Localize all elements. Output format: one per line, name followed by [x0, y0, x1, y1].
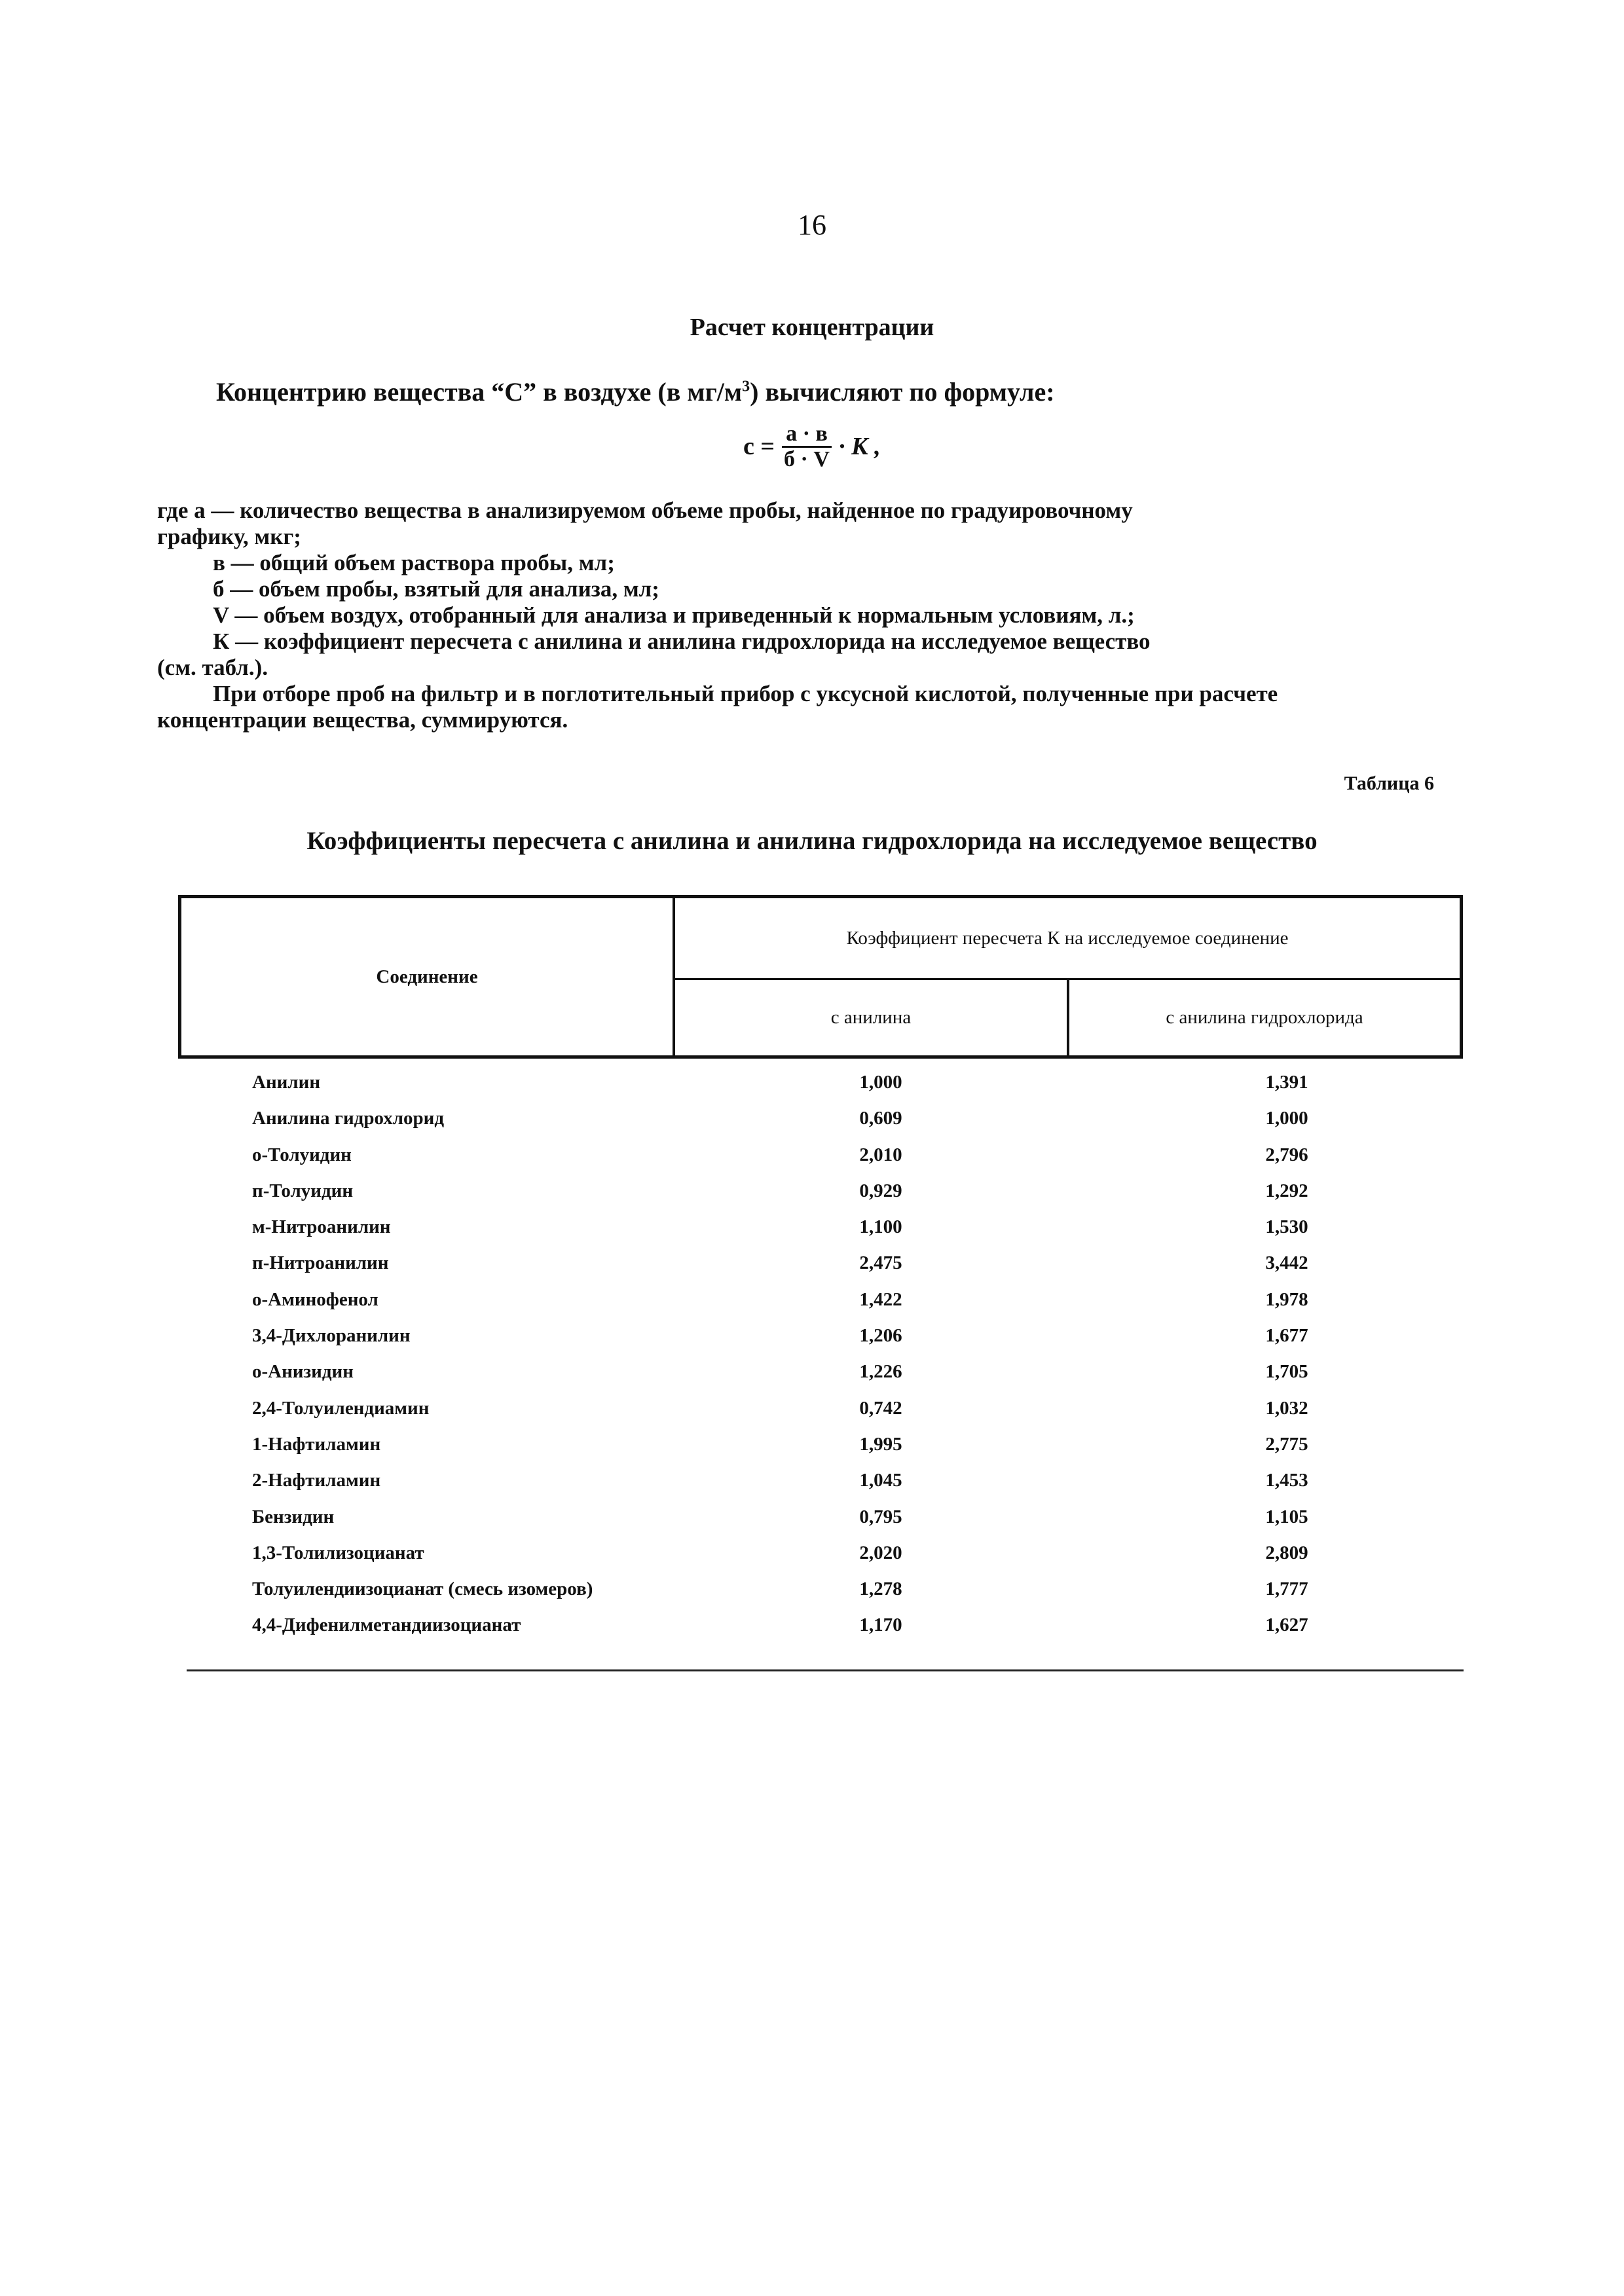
header-from-aniline-hcl: с анилина гидрохлорида: [1166, 1007, 1363, 1028]
coef-aniline: 1,422: [859, 1288, 902, 1310]
definition-line: V — объем воздух, отобранный для анализа и приведенный к нормальным условиям, л.;: [213, 602, 1135, 628]
intro-paragraph: [216, 376, 1055, 407]
compound-name: Анилин: [252, 1072, 321, 1093]
coef-aniline: 0,609: [859, 1108, 902, 1129]
compound-name: м-Нитроанилин: [252, 1216, 391, 1238]
coef-aniline-hcl: 1,292: [1265, 1180, 1308, 1201]
compound-name: Анилина гидрохлорид: [252, 1108, 445, 1129]
coef-aniline: 1,100: [859, 1216, 902, 1238]
table-row: [0, 1470, 1624, 1506]
coef-aniline-hcl: 1,530: [1265, 1216, 1308, 1238]
intro-superscript: 3: [742, 378, 750, 395]
table-row: [0, 1398, 1624, 1434]
table-row: [0, 1434, 1624, 1470]
formula-fraction: [780, 422, 834, 471]
coef-aniline-hcl: 1,777: [1265, 1578, 1308, 1600]
compound-name: Толуилендиизоцианат (смесь изомеров): [252, 1578, 593, 1600]
coef-aniline: 0,929: [859, 1180, 902, 1201]
table-row: [0, 1180, 1624, 1216]
definitions-block: [157, 498, 1467, 733]
coef-aniline: 1,226: [859, 1361, 902, 1383]
formula-denominator: б · V: [784, 446, 830, 471]
formula-lhs: с =: [743, 433, 775, 461]
table-title: Коэффициенты пересчета с анилина и анилина гидрохлорида на исследуемое вещество: [306, 827, 1318, 855]
table-row: [0, 1289, 1624, 1325]
definition-line: (см. табл.).: [157, 655, 268, 680]
definition-line: концентрации вещества, суммируются.: [157, 707, 568, 733]
coef-aniline-hcl: 1,453: [1265, 1470, 1308, 1491]
definition-line: в — общий объем раствора пробы, мл;: [213, 550, 615, 575]
table-row: [0, 1252, 1624, 1288]
compound-name: 4,4-Дифенилметандиизоцианат: [252, 1614, 521, 1636]
definition-line: К — коэффициент пересчета с анилина и анилина гидрохлорида на исследуемое вещество: [213, 629, 1151, 654]
table-body: [0, 1072, 1624, 1651]
table-header: [178, 895, 1463, 1059]
formula-numerator: а · в: [782, 422, 832, 448]
coef-aniline: 1,045: [859, 1470, 902, 1491]
coef-aniline: 1,278: [859, 1578, 902, 1600]
coef-aniline-hcl: 2,796: [1265, 1144, 1308, 1165]
definition-line: где а — количество вещества в анализируемом объеме пробы, найденное по градуировочному: [157, 498, 1133, 523]
table-row: [0, 1361, 1624, 1397]
coef-aniline: 2,475: [859, 1252, 902, 1274]
compound-name: о-Толуидин: [252, 1144, 352, 1165]
table-row: [0, 1325, 1624, 1361]
intro-text-after: ) вычисляют по формуле:: [750, 377, 1055, 407]
table-row: [0, 1614, 1624, 1650]
compound-name: 1-Нафтиламин: [252, 1433, 381, 1455]
coef-aniline-hcl: 2,775: [1265, 1433, 1308, 1455]
table-row: [0, 1144, 1624, 1180]
coef-aniline-hcl: 1,105: [1265, 1506, 1308, 1527]
concentration-formula: [743, 422, 881, 471]
coef-aniline: 1,000: [859, 1072, 902, 1093]
definition-line: При отборе проб на фильтр и в поглотительный прибор с уксусной кислотой, полученные при расчете: [213, 681, 1278, 706]
compound-name: 2,4-Толуилендиамин: [252, 1397, 430, 1419]
compound-name: 1,3-Толилизоцианат: [252, 1542, 424, 1563]
coef-aniline-hcl: 1,000: [1265, 1108, 1308, 1129]
formula-multiplier: · К ,: [838, 433, 881, 461]
table-row: [0, 1542, 1624, 1578]
coef-aniline-hcl: 3,442: [1265, 1252, 1308, 1274]
table-row: [0, 1108, 1624, 1144]
coef-aniline-hcl: 1,705: [1265, 1361, 1308, 1383]
compound-name: п-Толуидин: [252, 1180, 354, 1201]
coef-aniline: 0,742: [859, 1397, 902, 1419]
table-row: [0, 1216, 1624, 1252]
coef-aniline-hcl: 1,391: [1265, 1072, 1308, 1093]
coef-aniline-hcl: 1,627: [1265, 1614, 1308, 1636]
intro-text-before: Концентрию вещества “С” в воздухе (в мг/м: [216, 377, 743, 407]
coef-aniline: 1,206: [859, 1325, 902, 1347]
compound-name: о-Аминофенол: [252, 1288, 378, 1310]
coef-aniline: 2,020: [859, 1542, 902, 1563]
header-coefficient: Коэффициент пересчета К на исследуемое соединение: [846, 927, 1289, 949]
coef-aniline-hcl: 1,677: [1265, 1325, 1308, 1347]
compound-name: Бензидин: [252, 1506, 335, 1527]
coef-aniline-hcl: 1,978: [1265, 1288, 1308, 1310]
definition-line: графику, мкг;: [157, 524, 301, 549]
coef-aniline: 0,795: [859, 1506, 902, 1527]
compound-name: п-Нитроанилин: [252, 1252, 389, 1274]
coef-aniline: 1,170: [859, 1614, 902, 1636]
table-number-label: Таблица 6: [1344, 773, 1434, 794]
header-from-aniline: с анилина: [830, 1007, 912, 1028]
table-row: [0, 1506, 1624, 1542]
definition-line: б — объем пробы, взятый для анализа, мл;: [213, 576, 659, 602]
table-row: [0, 1578, 1624, 1614]
page-number: 16: [798, 209, 826, 241]
coef-aniline-hcl: 2,809: [1265, 1542, 1308, 1563]
section-title: Расчет концентрации: [690, 314, 934, 341]
compound-name: 3,4-Дихлоранилин: [252, 1325, 411, 1347]
header-compound: Соединение: [376, 966, 478, 987]
compound-name: о-Анизидин: [252, 1361, 354, 1383]
table-bottom-rule: [187, 1669, 1464, 1671]
coef-aniline: 2,010: [859, 1144, 902, 1165]
compound-name: 2-Нафтиламин: [252, 1470, 381, 1491]
coef-aniline-hcl: 1,032: [1265, 1397, 1308, 1419]
table-row: [0, 1072, 1624, 1108]
coef-aniline: 1,995: [859, 1433, 902, 1455]
